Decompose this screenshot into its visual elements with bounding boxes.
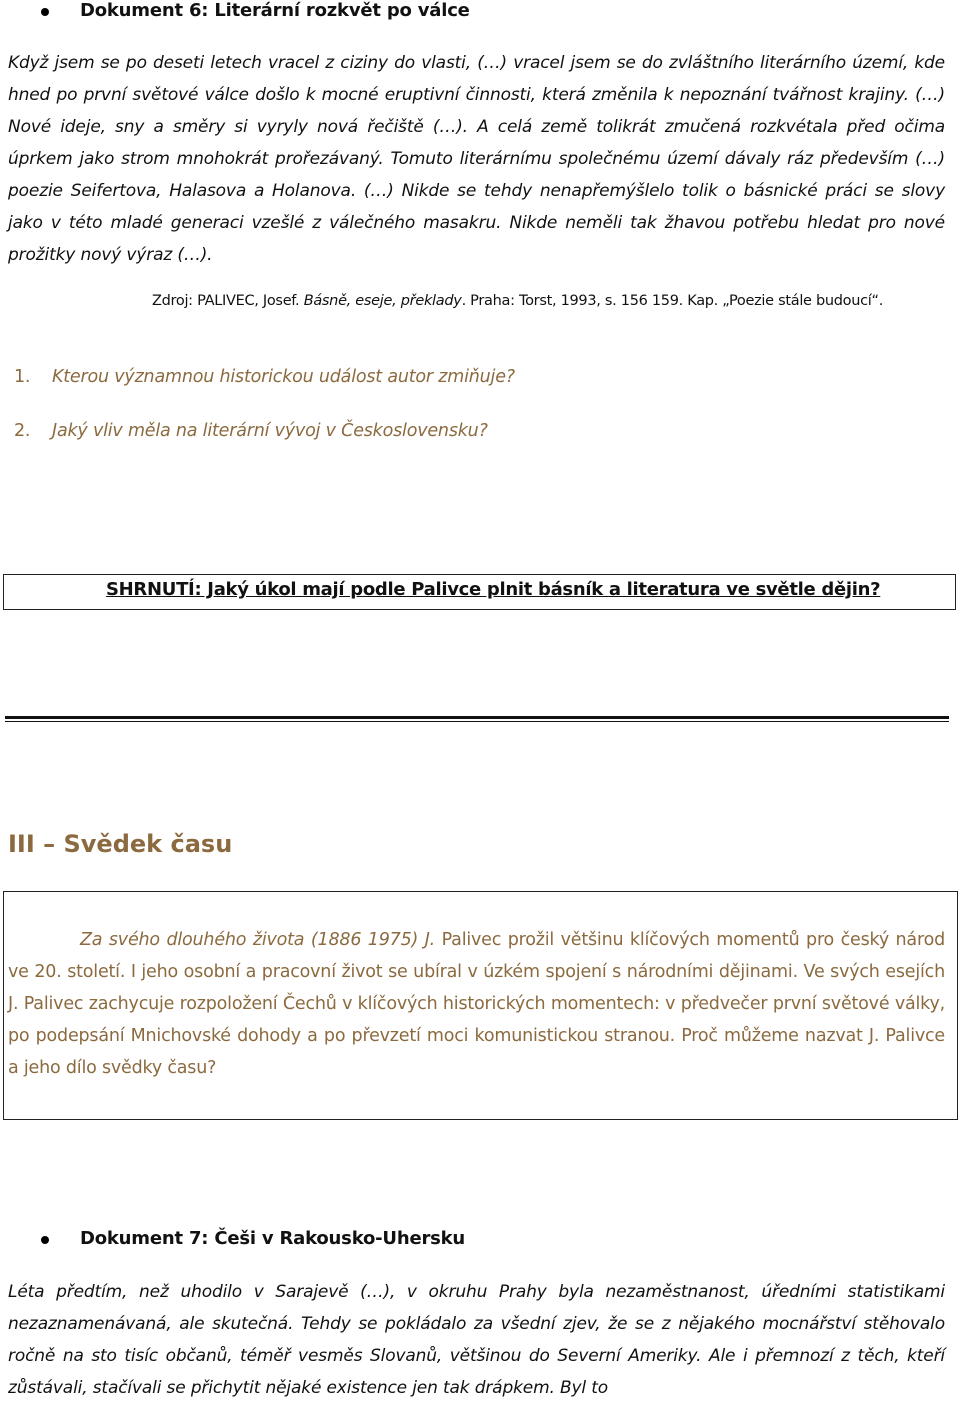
doc6-quote: Když jsem se po deseti letech vracel z ciziny do vlasti, (…) vracel jsem se do zvláštního literárního území, kde hned po první světové válce došlo k mocné eruptivní činnosti, která změnila k nepoznání tvářnost krajiny. (…) Nové ideje, sny a směry si vyryly nová řečiště (…). A celá země tolikrát zmučená rozkvétala před očima úprkem jako strom mnohokrát prořezávaný. Tomuto literárnímu společnému území dávaly ráz především (…) poezie Seifertova, Halasova a Holanova. (…) Nikde se tehdy nenapřemýšlelo tolik o básnické práci se slovy jako v této mladé generaci vzešlé z válečného masakru. Nikde neměli tak žhavou potřebu hledat pro nové prožitky nový výraz (…).	[8, 53, 945, 265]
source-title: Básně, eseje, překlady	[303, 293, 462, 309]
info-body: Palivec prožil většinu klíčových momentů pro český národ ve 20. století. I jeho osobní a pracovní život se ubíral v úzkém spojení s národními dějinami. Ve svých esejích J. Palivec zachycuje rozpoložení Čechů v klíčových historických momentech: v předvečer první světové války, po podepsání Mnichovské dohody a po převzetí moci komunistickou stranou. Proč můžeme nazvat J. Palivce a jeho dílo svědky času?	[8, 930, 945, 1078]
bullet-icon	[41, 8, 49, 16]
doc7-heading: Dokument 7: Češi v Rakousko-Uhersku	[80, 1228, 466, 1249]
question-1	[14, 367, 515, 387]
info-lead: Za svého dlouhého života (1886 1975) J.	[80, 930, 436, 950]
doc6-heading: Dokument 6: Literární rozkvět po válce	[80, 0, 470, 21]
doc7-text	[8, 1276, 945, 1404]
doc6-source	[152, 293, 883, 309]
question-text: Jaký vliv měla na literární vývoj v Československu?	[52, 421, 488, 441]
doc6-text	[8, 47, 945, 271]
section-divider-top	[5, 716, 949, 719]
question-2	[14, 421, 488, 441]
summary-question: SHRNUTÍ: Jaký úkol mají podle Palivce plnit básník a literatura ve světle dějin?	[106, 579, 881, 600]
question-text: Kterou významnou historickou událost autor zmiňuje?	[52, 367, 515, 387]
info-text	[8, 924, 945, 1084]
doc7-quote: Léta předtím, než uhodilo v Sarajevě (…), v okruhu Prahy byla nezaměstnanost, úředními statistikami nezaznamenávaná, ale skutečná. Tehdy se pokládalo za všední zjev, že se z nějakého mocnářství stěhovalo ročně na sto tisíc občanů, téměř vesměs Slovanů, většinou do Severní Ameriky. Ale i přemnozí z těch, kteří zůstávali, stačívali se přichytit nějaké existence jen tak drápkem. Byl to	[8, 1282, 945, 1398]
source-suffix: . Praha: Torst, 1993, s. 156 159. Kap. „Poezie stále budoucí“.	[461, 293, 884, 309]
bullet-icon	[41, 1236, 49, 1244]
source-prefix: Zdroj: PALIVEC, Josef.	[152, 293, 304, 309]
question-number: 1.	[14, 367, 31, 387]
section-divider-bottom	[5, 721, 949, 722]
question-number: 2.	[14, 421, 31, 441]
section-title: III – Svědek času	[8, 830, 233, 858]
